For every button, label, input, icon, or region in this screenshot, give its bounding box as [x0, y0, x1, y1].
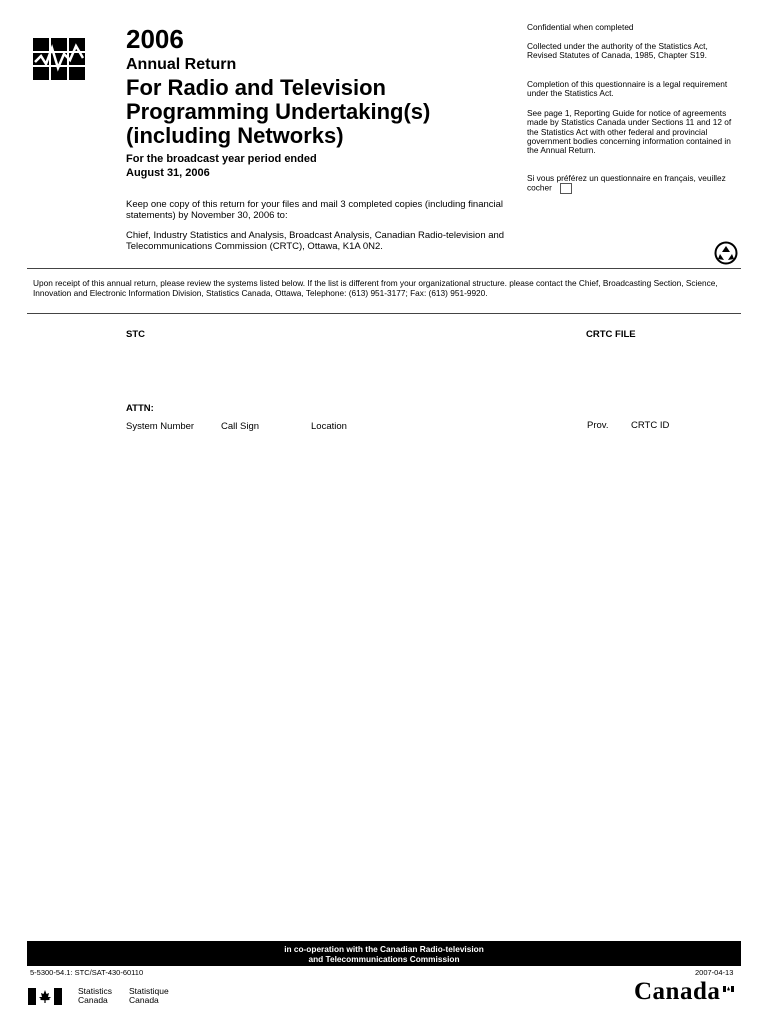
- province-header: Prov.: [587, 420, 609, 431]
- form-year: 2006: [126, 24, 184, 54]
- period-line-1: For the broadcast year period ended: [126, 153, 317, 165]
- authority-notice: Collected under the authority of the Statistics Act, Revised Statutes of Canada, 1985, Chapter S19.: [527, 41, 708, 61]
- form-subtitle: Annual Return: [126, 56, 237, 73]
- confidential-notice: Confidential when completed: [527, 22, 634, 32]
- agreements-notice: See page 1, Reporting Guide for notice of agreements made by Statistics Canada under Sections 11 and 12 of the Statistics Act with other federal and provincial government bodies concerning information contained in the Annual Return.: [527, 108, 732, 156]
- statistics-en-line-1: Statistics: [78, 986, 113, 996]
- cooperation-banner: [27, 941, 741, 966]
- canada-wordmark: Canada: [634, 978, 721, 1005]
- statistics-canada-logo-icon: [33, 38, 85, 80]
- mailing-address: Chief, Industry Statistics and Analysis, Broadcast Analysis, Canadian Radio-television and Telecommunications Commission (CRTC), Ottawa, K1A 0N2.: [126, 230, 505, 252]
- statistics-canada-en: [78, 987, 112, 1005]
- location-header: Location: [311, 421, 347, 432]
- keep-copy-instruction: Keep one copy of this return for your files and mail 3 completed copies (including financial statements) by November 30, 2006 to:: [126, 199, 504, 221]
- canada-flag-icon: [28, 988, 62, 1005]
- middle-divider: [27, 313, 741, 314]
- statistics-fr-line-1: Statistique: [129, 986, 169, 996]
- attn-label: ATTN:: [126, 403, 154, 414]
- stc-label: STC: [126, 329, 145, 340]
- form-title: For Radio and Television Programming Undertaking(s) (including Networks): [126, 75, 431, 148]
- statistique-canada-fr: [129, 987, 169, 1005]
- statistics-fr-line-2: Canada: [129, 995, 159, 1005]
- legal-notice: Completion of this questionnaire is a legal requirement under the Statistics Act.: [527, 79, 728, 99]
- period-line-2: August 31, 2006: [126, 167, 210, 179]
- crtc-file-label: CRTC FILE: [586, 329, 636, 340]
- statistics-en-line-2: Canada: [78, 995, 108, 1005]
- system-number-header: System Number: [126, 421, 195, 432]
- top-divider: [27, 268, 741, 269]
- french-option: [527, 174, 737, 194]
- wordmark-flag-icon: [723, 979, 734, 985]
- period-text: [126, 152, 386, 180]
- french-option-label: Si vous préférez un questionnaire en français, veuillez cocher: [527, 173, 726, 193]
- cooperation-line-1: in co-operation with the Canadian Radio-television: [284, 944, 484, 954]
- form-number: 5-5300-54.1: STC/SAT-430-60110: [30, 968, 144, 977]
- cooperation-line-2: and Telecommunications Commission: [308, 954, 460, 964]
- review-notice: Upon receipt of this annual return, please review the systems listed below. If the list is different from your organizational structure. please contact the Chief, Broadcasting Section, Science, Innovation and Electronic Information Division, Statistics Canada, Ottawa, Telephone: (613) 951-3177; Fax: (613) 951-9920.: [33, 278, 718, 298]
- recycle-icon: [714, 241, 738, 265]
- crtc-id-header: CRTC ID: [631, 420, 670, 431]
- french-checkbox[interactable]: [560, 183, 572, 194]
- call-sign-header: Call Sign: [221, 421, 260, 432]
- form-date: 2007-04-13: [695, 968, 734, 977]
